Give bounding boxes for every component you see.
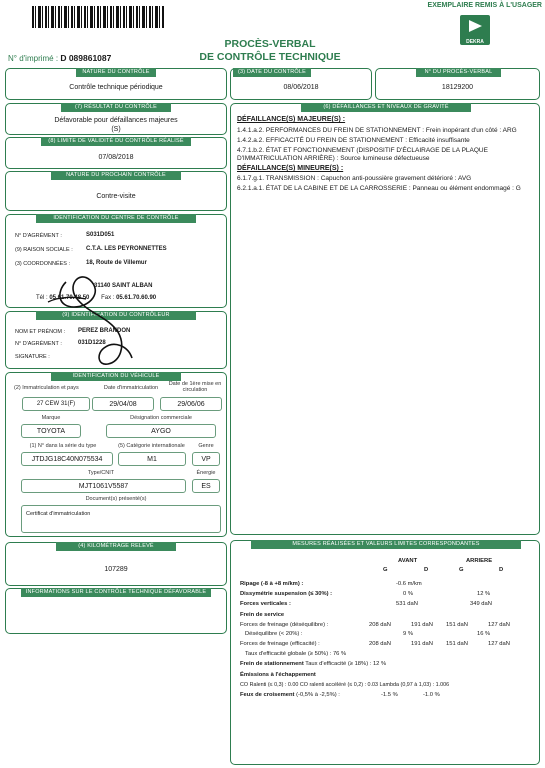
centre-coord-label: (3) COORDONNÉES : [15,261,71,267]
genre-value: VP [192,452,220,466]
kilometrage-box [5,542,227,586]
defaillances-content [237,116,529,195]
feff-ar-d: 127 daN [488,641,510,647]
categorie-label: (5) Catégorie internationale [118,443,185,449]
frein-stat-taux: Taux d'efficacité (≥ 18%) : 12 % [305,661,387,667]
kilometrage-label: (4) KILOMÉTRAGE RELEVÉ [56,542,176,551]
limite-box [5,137,227,169]
deseq-label: Déséquilibre (< 20%) : [245,631,303,637]
arriere-d-header: D [499,567,504,573]
emissions-label: Émissions à l'échappement [240,672,316,678]
fax-label: Fax : [101,295,115,301]
limite-label: (8) LIMITE DE VALIDITÉ DU CONTRÔLE RÉALISÉ [41,137,191,146]
croisement-row [240,692,340,698]
immat-value: 27 CEW 31(F) [22,397,90,411]
exemplaire-label: EXEMPLAIRE REMIS À L'USAGER [427,2,542,9]
nom-label: NOM ET PRÉNOM : [15,329,66,335]
pv-label: N° DU PROCÈS-VERBAL [416,68,501,77]
croisement-g: -1.5 % [381,692,398,698]
arriere-g-header: G [459,567,464,573]
resultat-value [6,116,226,134]
designation-value: AYGO [106,424,216,438]
energie-value: ES [192,479,220,493]
fax-value: 05.61.70.60.90 [116,295,157,301]
prochain-value: Contre-visite [96,193,136,200]
date-value: 08/06/2018 [283,84,319,91]
informations-label: INFORMATIONS SUR LE CONTRÔLE TECHNIQUE DÉFAVORABLE [21,588,211,597]
arriere-header: ARRIERE [466,558,493,564]
date-immat-value: 29/04/08 [92,397,154,411]
nom-value: PEREZ BRANDON [78,328,131,334]
resultat-line-2: (S) [111,126,121,133]
serie-label: (1) N° dans la série du type [29,443,97,449]
title-line-1: PROCÈS-VERBAL [224,38,316,50]
marque-label: Marque [41,415,61,421]
imprime-value: D 089861087 [60,53,112,63]
centre-agrement [15,233,62,239]
documents-label: Document(s) présenté(s) [85,496,147,502]
genre-label: Genre [198,443,214,449]
vehicule-box [5,372,227,537]
ripage-row [240,581,303,587]
signature-label: SIGNATURE : [15,354,50,360]
forces-vert-av: 531 daN [396,601,418,607]
feff-ar-g: 151 daN [446,641,468,647]
vehicule-label: IDENTIFICATION DU VÉHICULE [51,372,181,381]
immat-label: (2) Immatriculation et pays [14,385,79,391]
controleur-agrement-value: 031D1228 [78,340,106,346]
avant-g-header: G [383,567,388,573]
limite-value: 07/08/2018 [98,154,134,161]
title-line-2: DE CONTRÔLE TECHNIQUE [199,51,341,63]
deseq-av: 9 % [403,631,413,637]
avant-d-header: D [424,567,429,573]
fdeseq-av-g: 208 daN [369,622,391,628]
centre-label: IDENTIFICATION DU CENTRE DE CONTRÔLE [36,214,196,223]
mineure-item: 6.2.1.a.1. ÉTAT DE LA CABINE ET DE LA CARROSSERIE : Panneau ou élément endommagé : G [237,185,521,192]
mineures-title: DÉFAILLANCE(S) MINEURE(S) : [237,165,344,172]
feff-av-g: 208 daN [369,641,391,647]
controleur-label: (9) IDENTIFICATION DU CONTRÔLEUR [36,311,196,320]
resultat-label: (7) RÉSULTAT DU CONTRÔLE [61,103,171,112]
centre-city: 31140 SAINT ALBAN [94,283,153,289]
serie-value: JTDJG18C40N075534 [21,452,113,466]
dekra-logo [460,15,490,45]
date-mise-label: Date de 1ère mise en circulation [168,381,222,393]
marque-value: TOYOTA [21,424,81,438]
energie-label: Énergie [196,470,216,476]
informations-box [5,588,227,634]
co-line: CO Ralenti (≤ 0,3) : 0.00 CO ralenti accéléré (≤ 0,2) : 0.03 Lambda (0,97 à 1,03) : 1.006 [240,682,450,688]
categorie-value: M1 [118,452,186,466]
defaillances-box [230,103,540,535]
taux-global: Taux d'efficacité globale (≥ 50%) : 76 % [245,651,347,657]
croisement-label: Feux de croisement [240,692,295,698]
resultat-line-1: Défavorable pour défaillances majeures [54,117,178,124]
mesures-label: MESURES RÉALISÉES ET VALEURS LIMITES CORRESPONDANTES [251,540,521,549]
feff-av-d: 191 daN [411,641,433,647]
majeure-item: 4.7.1.b.2. ÉTAT ET FONCTIONNEMENT (DISPOSITIF D'ÉCLAIRAGE DE LA PLAQUE D'IMMATRICULATION ARRIÈRE) : Source lumineuse défectueuse [237,147,488,162]
documents-value: Certificat d'immatriculation [26,511,91,517]
date-mise-value: 29/06/06 [160,397,222,411]
fdeseq-ar-g: 151 daN [446,622,468,628]
majeures-title: DÉFAILLANCE(S) MAJEURE(S) : [237,116,346,123]
pv-box [375,68,540,100]
prochain-label: NATURE DU PROCHAIN CONTRÔLE [51,171,181,180]
fdeseq-label: Forces de freinage (déséquilibre) : [240,622,329,628]
centre-raison-label: (9) RAISON SOCIALE : [15,247,73,253]
forces-vert-label: Forces verticales : [240,601,291,607]
designation-label: Désignation commerciale [130,415,192,421]
handwritten-signature [28,262,148,372]
imprime-label: N° d'imprimé : [8,54,59,63]
mineure-item: 6.1.7.g.1. TRANSMISSION : Capuchon anti-poussière gravement détérioré : AVG [237,175,472,182]
centre-agrement-label: N° D'AGRÉMENT : [15,233,62,239]
ripage-label: Ripage (-8 à +8 m/km) : [240,581,304,587]
ripage-value: -0.6 m/km [396,581,422,587]
dissym-label: Dissymétrie suspension (≤ 30%) : [240,591,333,597]
croisement-range: (-0,5% à -2,5%) : [296,692,340,698]
nature-box [5,68,227,100]
prochain-box [5,171,227,211]
imprime-number [8,53,111,63]
nature-label: NATURE DU CONTRÔLE [76,68,156,77]
majeure-item: 1.4.1.a.2. PERFORMANCES DU FREIN DE STATIONNEMENT : Frein inopérant d'un côté : ARG [237,127,517,134]
majeure-item: 1.4.2.a.2. EFFICACITÉ DU FREIN DE STATIONNEMENT : Efficacité insuffisante [237,137,470,144]
dissym-av: 0 % [403,591,413,597]
dissym-ar: 12 % [477,591,491,597]
fdeseq-ar-d: 127 daN [488,622,510,628]
triangle-icon [460,15,490,37]
feff-label: Forces de freinage (efficacité) : [240,641,320,647]
defaillances-label: (6) DÉFAILLANCES ET NIVEAUX DE GRAVITÉ [301,103,471,112]
logo-text: DEKRA [466,39,484,45]
pv-value: 18129200 [441,84,474,91]
mesures-box [230,540,540,765]
fdeseq-av-d: 191 daN [411,622,433,628]
kilometrage-value: 107289 [104,566,128,573]
controleur-agrement-label: N° D'AGRÉMENT : [15,341,62,347]
date-label: (3) DATE DU CONTRÔLE [233,68,311,77]
resultat-box [5,103,227,135]
centre-coord-value: 18, Route de Villemur [86,260,147,266]
nature-value: Contrôle technique périodique [69,84,163,91]
centre-raison-value: C.T.A. LES PEYRONNETTES [86,246,167,252]
frein-stat-row [240,661,386,667]
tel-label: Tél : [36,295,48,301]
centre-agrement-value: S031D051 [86,232,115,238]
croisement-d: -1.0 % [423,692,440,698]
frein-service-label: Frein de service [240,612,285,618]
date-immat-label: Date d'immatriculation [103,385,159,391]
frein-stat-label: Frein de stationnement [240,661,304,667]
type-label: Type/CNIT [87,470,115,476]
barcode [32,6,164,28]
documents-box [21,505,221,533]
page-title [150,38,390,64]
deseq-ar: 16 % [477,631,491,637]
tel-value: 05.61.70.48.50 [49,295,90,301]
date-box [230,68,372,100]
forces-vert-ar: 349 daN [470,601,492,607]
type-value: MJT1061V5587 [21,479,186,493]
avant-header: AVANT [398,558,418,564]
